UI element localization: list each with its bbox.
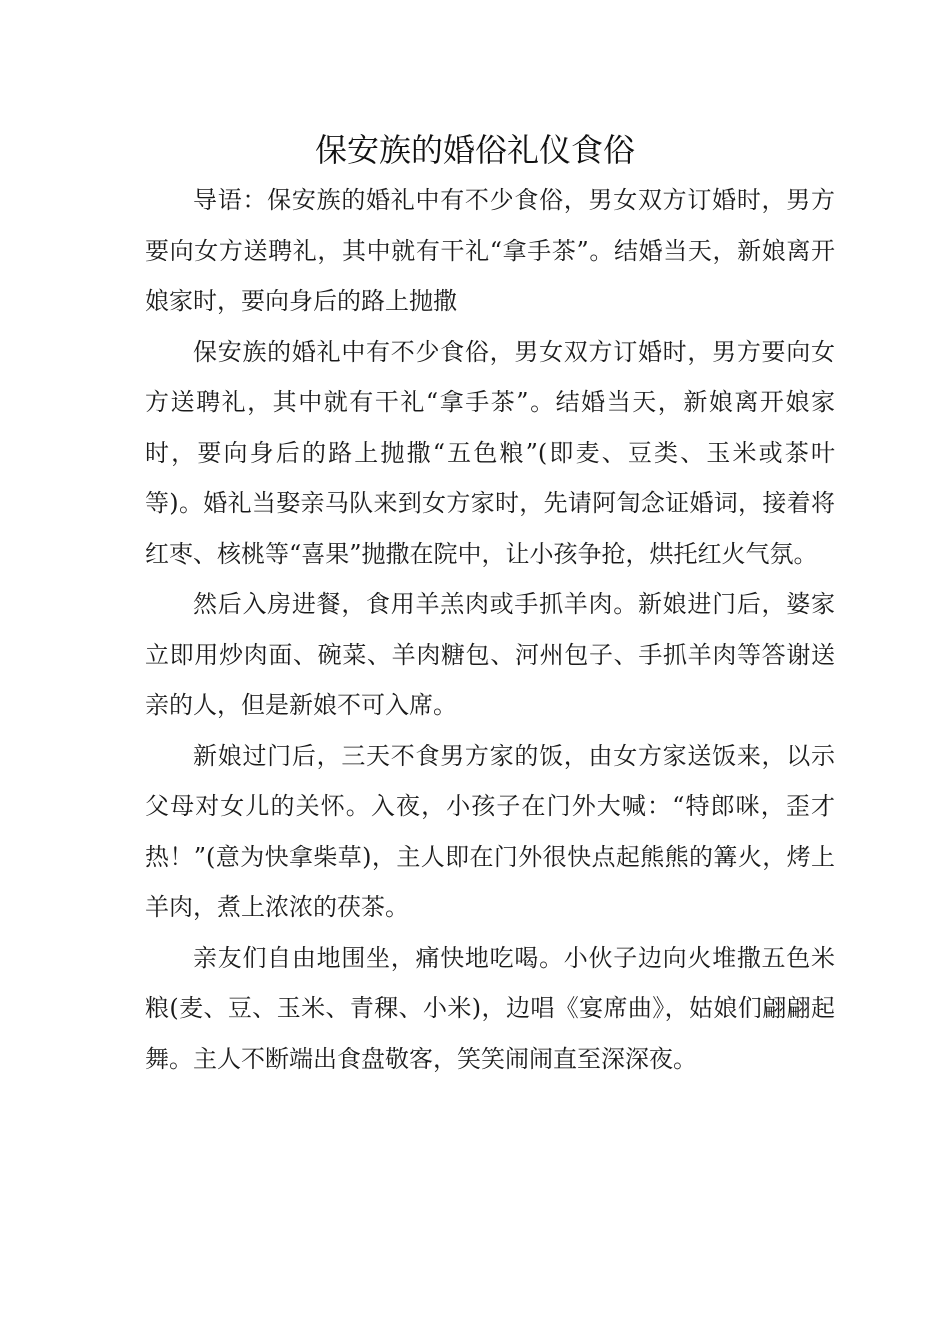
paragraph-meal: 然后入房进餐，食用羊羔肉或手抓羊肉。新娘进门后，婆家立即用炒肉面、碗菜、羊肉糖包、河州包子、手抓羊肉等答谢送亲的人，但是新娘不可入席。	[145, 590, 835, 719]
paragraph-night: 新娘过门后，三天不食男方家的饭，由女方家送饭来，以示父母对女儿的关怀。入夜，小孩子在门外大喊：“特郎咪，歪才热！”(意为快拿柴草)，主人即在门外很快点起熊熊的篝火，烤上羊肉，煮上浓浓的茯茶。	[145, 741, 835, 921]
document-title: 保安族的婚俗礼仪食俗	[314, 131, 635, 169]
paragraph-intro: 导语：保安族的婚礼中有不少食俗，男女双方订婚时，男方要向女方送聘礼，其中就有干礼“拿手茶”。结婚当天，新娘离开娘家时，要向身后的路上抛撒	[145, 186, 835, 315]
paragraph-celebration: 亲友们自由地围坐，痛快地吃喝。小伙子边向火堆撒五色米粮(麦、豆、玉米、青稞、小米)，边唱《宴席曲》，姑娘们翩翩起舞。主人不断端出食盘敬客，笑笑闹闹直至深深夜。	[145, 943, 835, 1073]
document-body	[145, 175, 835, 1084]
paragraph-engagement: 保安族的婚礼中有不少食俗，男女双方订婚时，男方要向女方送聘礼，其中就有干礼“拿手茶”。结婚当天，新娘离开娘家时，要向身后的路上抛撒“五色粮”(即麦、豆类、玉米或茶叶等)。婚礼当娶亲马队来到女方家时，先请阿訇念证婚词，接着将红枣、核桃等“喜果”抛撒在院中，让小孩争抢，烘托红火气氛。	[145, 337, 835, 568]
